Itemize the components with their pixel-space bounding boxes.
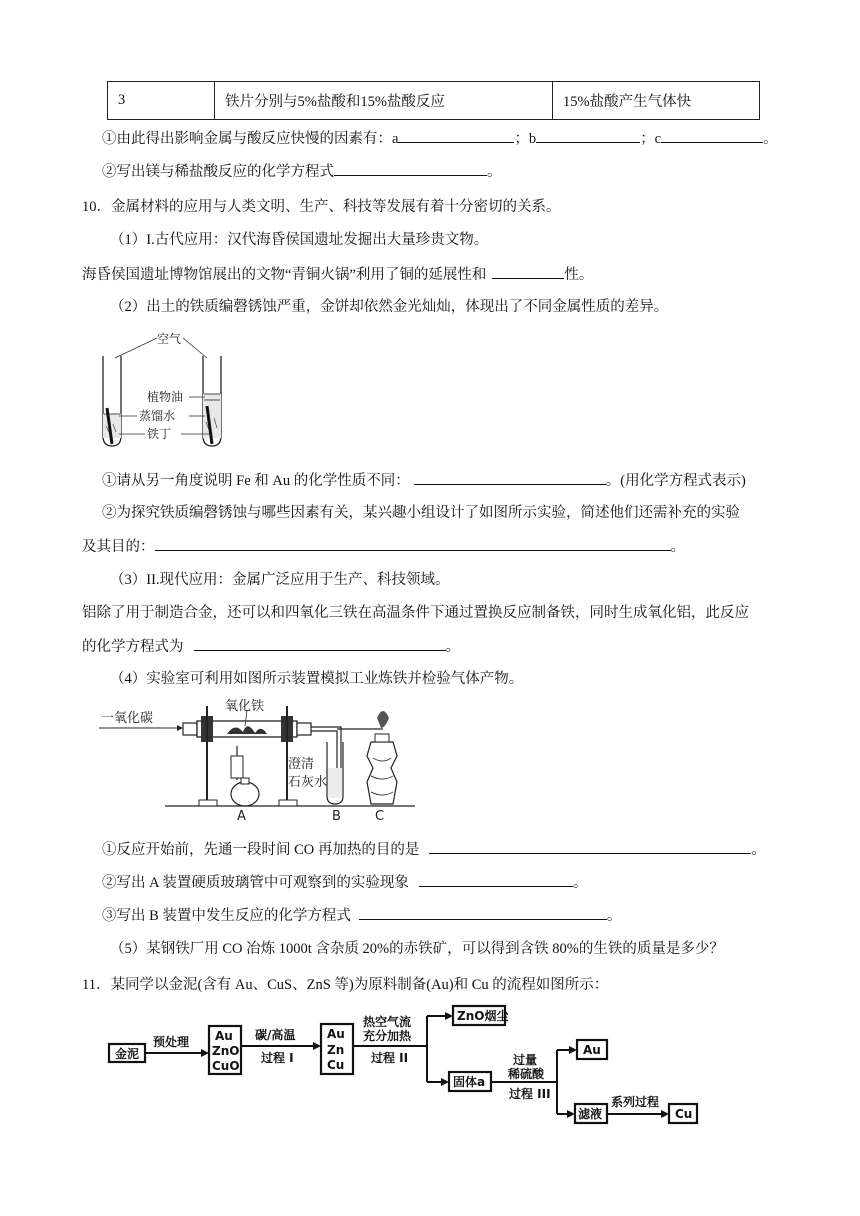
answer-blank-c[interactable] (661, 128, 763, 143)
answer-blank[interactable] (419, 872, 573, 887)
flow-filtrate: 滤液 (578, 1107, 603, 1121)
q10-part2: （2）出土的铁质编磬锈蚀严重，金饼却依然金光灿灿，体现出了不同金属性质的差异。 (110, 299, 669, 315)
table-row (108, 82, 760, 120)
q10-part3: （3）II.现代应用：金属广泛应用于生产、科技领域。 (110, 572, 450, 588)
table-cell-experiment: 铁片分别与5%盐酸和15%盐酸反应 (215, 82, 553, 120)
q9-item2 (102, 161, 502, 182)
answer-blank[interactable] (155, 536, 671, 551)
question-text: 写出 A 装置硬质玻璃管中可观察到的实验现象 (116, 875, 409, 891)
q10-part4-item1 (102, 839, 766, 860)
answer-blank-b[interactable] (536, 128, 640, 143)
question-text: 反应开始前，先通一段时间 CO 再加热的目的是 (116, 842, 420, 858)
question-text: 性。 (564, 267, 594, 283)
label-b: B (332, 809, 341, 822)
test-tube-diagram (95, 328, 235, 452)
flow-out-cu: Cu (675, 1107, 693, 1121)
flow-box2-cu: Cu (327, 1058, 345, 1072)
label-air: 空气 (157, 332, 182, 346)
period: 。 (751, 842, 766, 858)
q10-part1-question (82, 264, 593, 285)
process-flow-diagram (105, 1002, 705, 1127)
question-text: 为探究铁质编磬锈蚀与哪些因素有关，某兴趣小组设计了如图所示实验，简述他们还需补充的实验 (116, 505, 740, 521)
flow-step2b: 过程 I (261, 1051, 294, 1065)
flow-out-top: ZnO烟尘 (457, 1009, 509, 1023)
flow-start: 金泥 (115, 1047, 140, 1061)
answer-blank[interactable] (359, 905, 607, 920)
alcohol-lamp (231, 782, 259, 806)
circle-number: ② (102, 505, 117, 521)
flow-box1-cuo: CuO (212, 1059, 240, 1073)
answer-blank[interactable] (414, 470, 606, 485)
period: 。 (606, 908, 622, 924)
label-fe2o3: 氧化铁 (225, 699, 265, 714)
question-text: 的化学方程式为 (82, 639, 184, 655)
flow-step3a: 热空气流 (363, 1015, 412, 1029)
question-text: 由此得出影响金属与酸反应快慢的因素有：a (116, 131, 399, 147)
answer-blank[interactable] (194, 636, 446, 651)
flow-step3b: 充分加热 (363, 1029, 412, 1043)
answer-blank[interactable] (334, 161, 487, 176)
answer-blank[interactable] (429, 839, 751, 854)
q10-part2-item2-line2 (82, 536, 685, 557)
q10-part4-item2 (102, 872, 587, 893)
flow-step4b: 稀硫酸 (508, 1067, 545, 1081)
flow-box1-au: Au (215, 1029, 233, 1043)
question-text: 请从另一角度说明 Fe 和 Au 的化学性质不同： (116, 473, 410, 489)
q10-stem: 10．金属材料的应用与人类文明、生产、科技等发展有着十分密切的关系。 (82, 199, 561, 215)
flow-solid: 固体a (453, 1075, 486, 1089)
result-table (107, 81, 760, 120)
q10-part3-line1: 铝除了用于制造合金，还可以和四氧化三铁在高温条件下通过置换反应制备铁，同时生成氧化铝，此反应 (82, 605, 749, 621)
separator: ；b (514, 131, 537, 147)
question-text: 。(用化学方程式表示) (605, 473, 746, 489)
period: 。 (487, 164, 502, 180)
flow-step4a: 过量 (513, 1053, 538, 1067)
question-text: 写出 B 装置中发生反应的化学方程式 (116, 908, 351, 924)
circle-number: ① (102, 473, 117, 489)
q10-part4-item3 (102, 905, 621, 926)
flow-box2-zn: Zn (327, 1043, 345, 1057)
flow-box2-au: Au (327, 1027, 345, 1041)
co-reduction-apparatus-diagram (95, 698, 425, 822)
flow-step5: 系列过程 (611, 1095, 660, 1109)
period: 。 (572, 875, 588, 891)
label-oil: 植物油 (147, 390, 184, 404)
answer-blank[interactable] (492, 264, 564, 279)
circle-number: ① (102, 842, 117, 858)
circle-number: ① (102, 131, 117, 147)
circle-number: ③ (102, 908, 117, 924)
q10-part1: （1）I.古代应用：汉代海昏侯国遗址发掘出大量珍贵文物。 (110, 232, 489, 248)
label-co: 一氧化碳 (101, 711, 154, 726)
circle-number: ② (102, 875, 117, 891)
period: 。 (670, 539, 685, 555)
answer-blank-a[interactable] (398, 128, 514, 143)
question-text: 及其目的： (82, 539, 155, 555)
table-cell-number: 3 (108, 82, 215, 120)
flow-box1-zno: ZnO (212, 1044, 240, 1058)
flow-step1: 预处理 (153, 1035, 190, 1049)
burner-flame (377, 711, 389, 728)
q10-part3-line2 (82, 636, 460, 657)
period: 。 (763, 131, 778, 147)
q10-part4: （4）实验室可利用如图所示装置模拟工业炼铁并检验气体产物。 (110, 671, 524, 687)
q10-part2-item1 (102, 470, 746, 491)
label-a: A (237, 809, 246, 822)
label-limewater-1: 澄清 (288, 757, 315, 772)
flow-step3c: 过程 II (371, 1051, 409, 1065)
period: 。 (445, 639, 460, 655)
flow-step2a: 碳/高温 (255, 1028, 296, 1042)
label-water: 蒸馏水 (139, 409, 176, 423)
question-text: 海昏侯国遗址博物馆展出的文物“青铜火锅”利用了铜的延展性和 (82, 267, 487, 283)
separator: ；c (640, 131, 662, 147)
label-limewater-2: 石灰水 (288, 775, 328, 790)
q10-part2-item2-line1 (102, 503, 740, 523)
question-text: 写出镁与稀盐酸反应的化学方程式 (116, 164, 334, 180)
flow-out-au: Au (583, 1043, 601, 1057)
q9-item1 (102, 128, 778, 149)
circle-number: ② (102, 164, 117, 180)
q11-stem: 11．某同学以金泥(含有 Au、CuS、ZnS 等)为原料制备(Au)和 Cu 的流程如图所示： (82, 977, 609, 993)
q10-part5: （5）某钢铁厂用 CO 冶炼 1000t 含杂质 20%的赤铁矿，可以得到含铁 80%的生铁的质量是多少？ (110, 941, 724, 957)
label-nail: 铁丁 (147, 427, 172, 441)
table-cell-result: 15%盐酸产生气体快 (553, 82, 760, 120)
flow-step4c: 过程 III (509, 1087, 551, 1101)
label-c: C (375, 809, 385, 822)
